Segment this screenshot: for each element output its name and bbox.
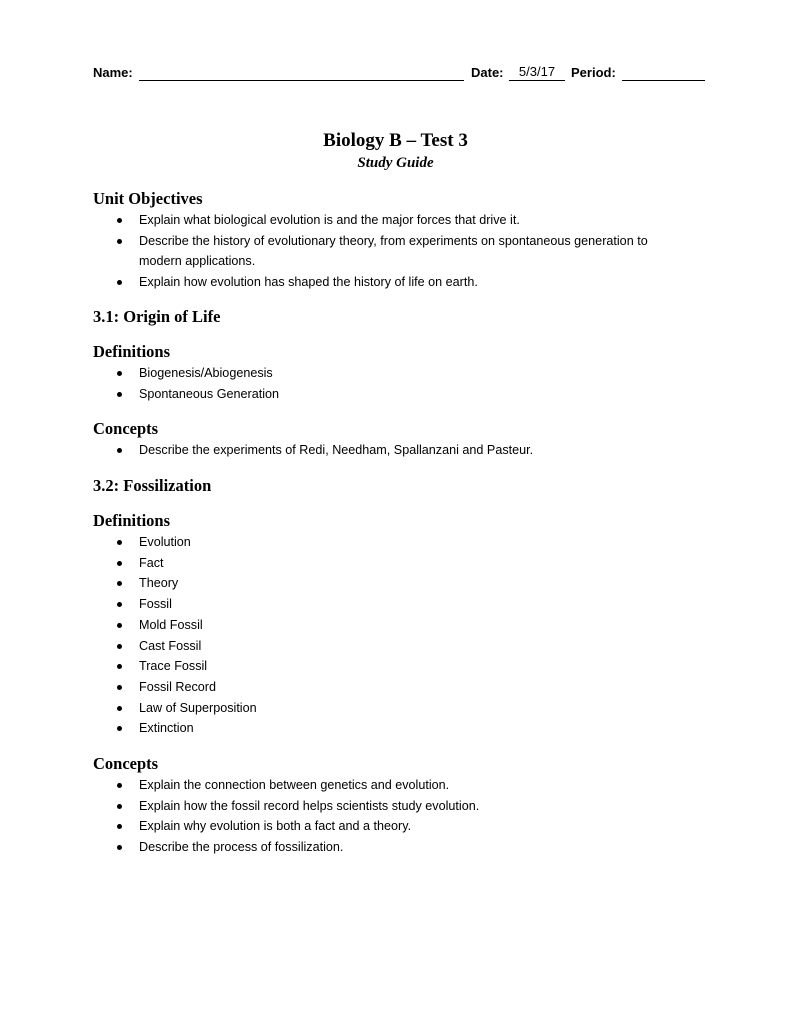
section-3-2-concepts-heading: Concepts [93, 754, 159, 773]
section-3-1-heading: 3.1: Origin of Life [93, 307, 221, 326]
period-blank-line [622, 80, 705, 81]
list-item: Spontaneous Generation [0, 384, 791, 405]
section-3-2-definitions-heading: Definitions [93, 511, 171, 530]
section-3-2-heading: 3.2: Fossilization [93, 476, 212, 495]
section-3-1-definitions-heading: Definitions [93, 342, 171, 361]
unit-objectives-heading: Unit Objectives [93, 189, 203, 208]
list-item: Fact [0, 553, 791, 574]
list-item: Fossil Record [0, 677, 791, 698]
list-item: Describe the process of fossilization. [0, 837, 791, 858]
document-subtitle: Study Guide [357, 155, 434, 171]
list-item: Law of Superposition [0, 698, 791, 719]
list-item: Evolution [0, 532, 791, 553]
section-3-2-concepts-list [0, 775, 791, 858]
name-blank-line [139, 80, 464, 81]
date-value: 5/3/17 [518, 64, 556, 79]
list-item: Fossil [0, 594, 791, 615]
section-3-1-concepts-heading: Concepts [93, 419, 159, 438]
list-item: Explain the connection between genetics and evolution. [0, 775, 791, 796]
list-item: Describe the history of evolutionary theory, from experiments on spontaneous generation to modern applications. [0, 231, 791, 272]
list-item: Extinction [0, 718, 791, 739]
list-item: Explain how the fossil record helps scientists study evolution. [0, 796, 791, 817]
unit-objectives-list [0, 210, 791, 293]
document-title: Biology B – Test 3 [323, 130, 468, 151]
list-item: Trace Fossil [0, 656, 791, 677]
date-label: Date: [471, 65, 504, 80]
section-3-2-definitions-list [0, 532, 791, 739]
section-3-1-concepts-list [0, 440, 791, 461]
list-item: Cast Fossil [0, 636, 791, 657]
period-label: Period: [571, 65, 616, 80]
list-item: Describe the experiments of Redi, Needham, Spallanzani and Pasteur. [0, 440, 791, 461]
list-item: Mold Fossil [0, 615, 791, 636]
name-label: Name: [93, 65, 133, 80]
list-item: Explain why evolution is both a fact and a theory. [0, 816, 791, 837]
list-item: Biogenesis/Abiogenesis [0, 363, 791, 384]
section-3-1-definitions-list [0, 363, 791, 404]
date-line [509, 80, 565, 81]
list-item: Theory [0, 573, 791, 594]
list-item: Explain how evolution has shaped the history of life on earth. [0, 272, 791, 293]
list-item: Explain what biological evolution is and the major forces that drive it. [0, 210, 791, 231]
header-row [0, 62, 791, 82]
